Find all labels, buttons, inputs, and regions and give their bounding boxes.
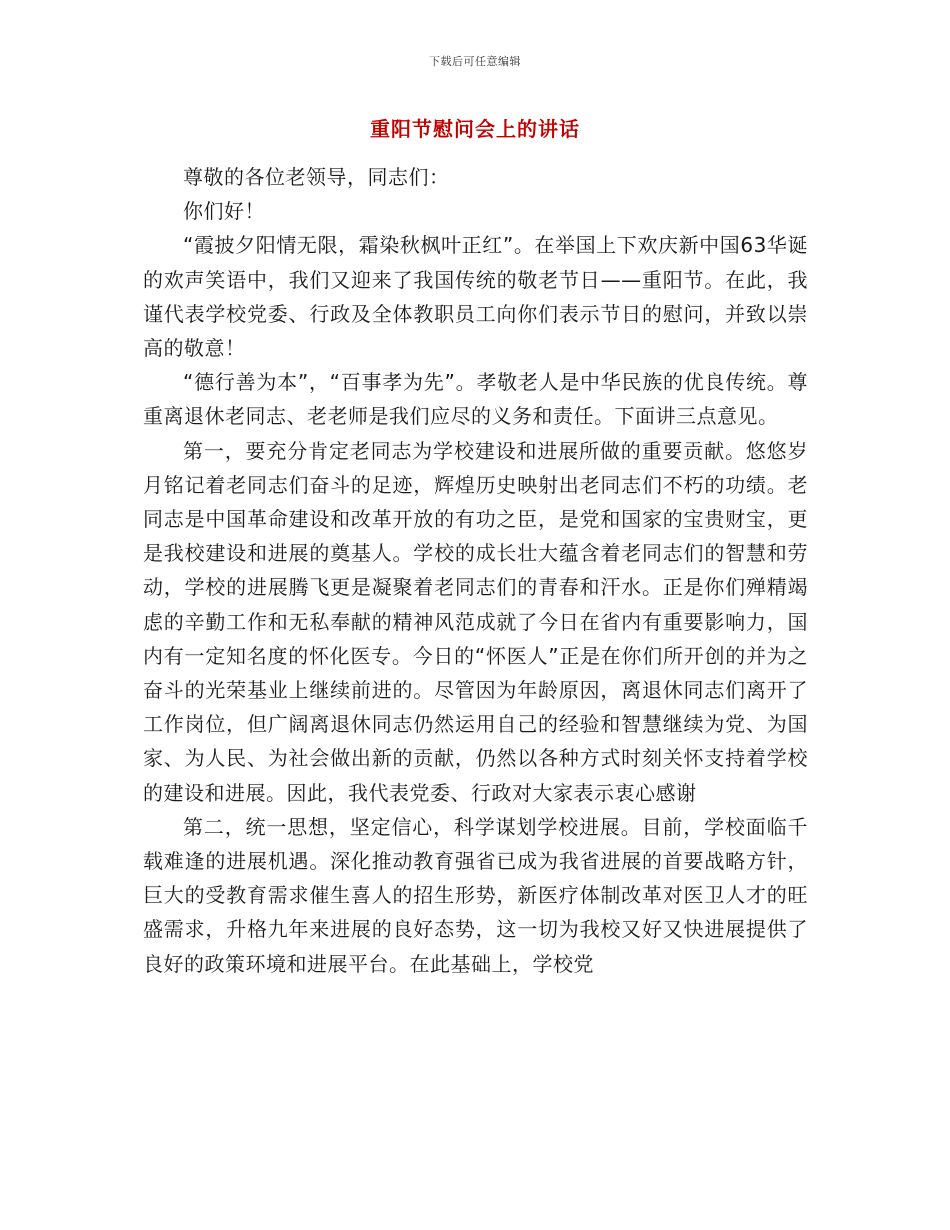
paragraph-point-two: 第二，统一思想，坚定信心，科学谋划学校进展。目前，学校面临千载难逢的进展机遇。深化推动教育强省已成为我省进展的首要战略方针，巨大的受教育需求催生喜人的招生形势，新医疗体制改革对医卫人才的旺盛需求，升格九年来进展的良好态势，这一切为我校又好又快进展提供了良好的政策环境和进展平台。在此基础上，学校党	[143, 814, 808, 976]
document-title: 重阳节慰问会上的讲话	[370, 117, 580, 141]
paragraph-intro: “霞披夕阳情无限，霜染秋枫叶正红”。在举国上下欢庆新中国63华诞的欢声笑语中，我们又迎来了我国传统的敬老节日——重阳节。在此，我谨代表学校党委、行政及全体教职员工向你们表示节日的慰问，并致以崇高的敬意！	[143, 233, 808, 361]
paragraph-filial-piety: “德行善为本”，“百事孝为先”。孝敬老人是中华民族的优良传统。尊重离退休老同志、老老师是我们应尽的义务和责任。下面讲三点意见。	[143, 370, 808, 429]
document-body	[143, 160, 808, 981]
page-header: 下载后可任意编辑	[429, 55, 521, 68]
salutation: 尊敬的各位老领导，同志们：	[183, 165, 450, 189]
paragraph-point-one: 第一，要充分肯定老同志为学校建设和进展所做的重要贡献。悠悠岁月铭记着老同志们奋斗的足迹，辉煌历史映射出老同志们不朽的功绩。老同志是中国革命建设和改革开放的有功之臣，是党和国家的宝贵财宝，更是我校建设和进展的奠基人。学校的成长壮大蕴含着老同志们的智慧和劳动，学校的进展腾飞更是凝聚着老同志们的青春和汗水。正是你们殚精竭虑的辛勤工作和无私奉献的精神风范成就了今日在省内有重要影响力，国内有一定知名度的怀化医专。今日的“怀医人”正是在你们所开创的并为之奋斗的光荣基业上继续前进的。尽管因为年龄原因，离退休同志们离开了工作岗位，但广阔离退休同志仍然运用自己的经验和智慧继续为党、为国家、为人民、为社会做出新的贡献，仍然以各种方式时刻关怀支持着学校的建设和进展。因此，我代表党委、行政对大家表示衷心感谢	[143, 438, 808, 805]
greeting: 你们好！	[183, 199, 265, 224]
